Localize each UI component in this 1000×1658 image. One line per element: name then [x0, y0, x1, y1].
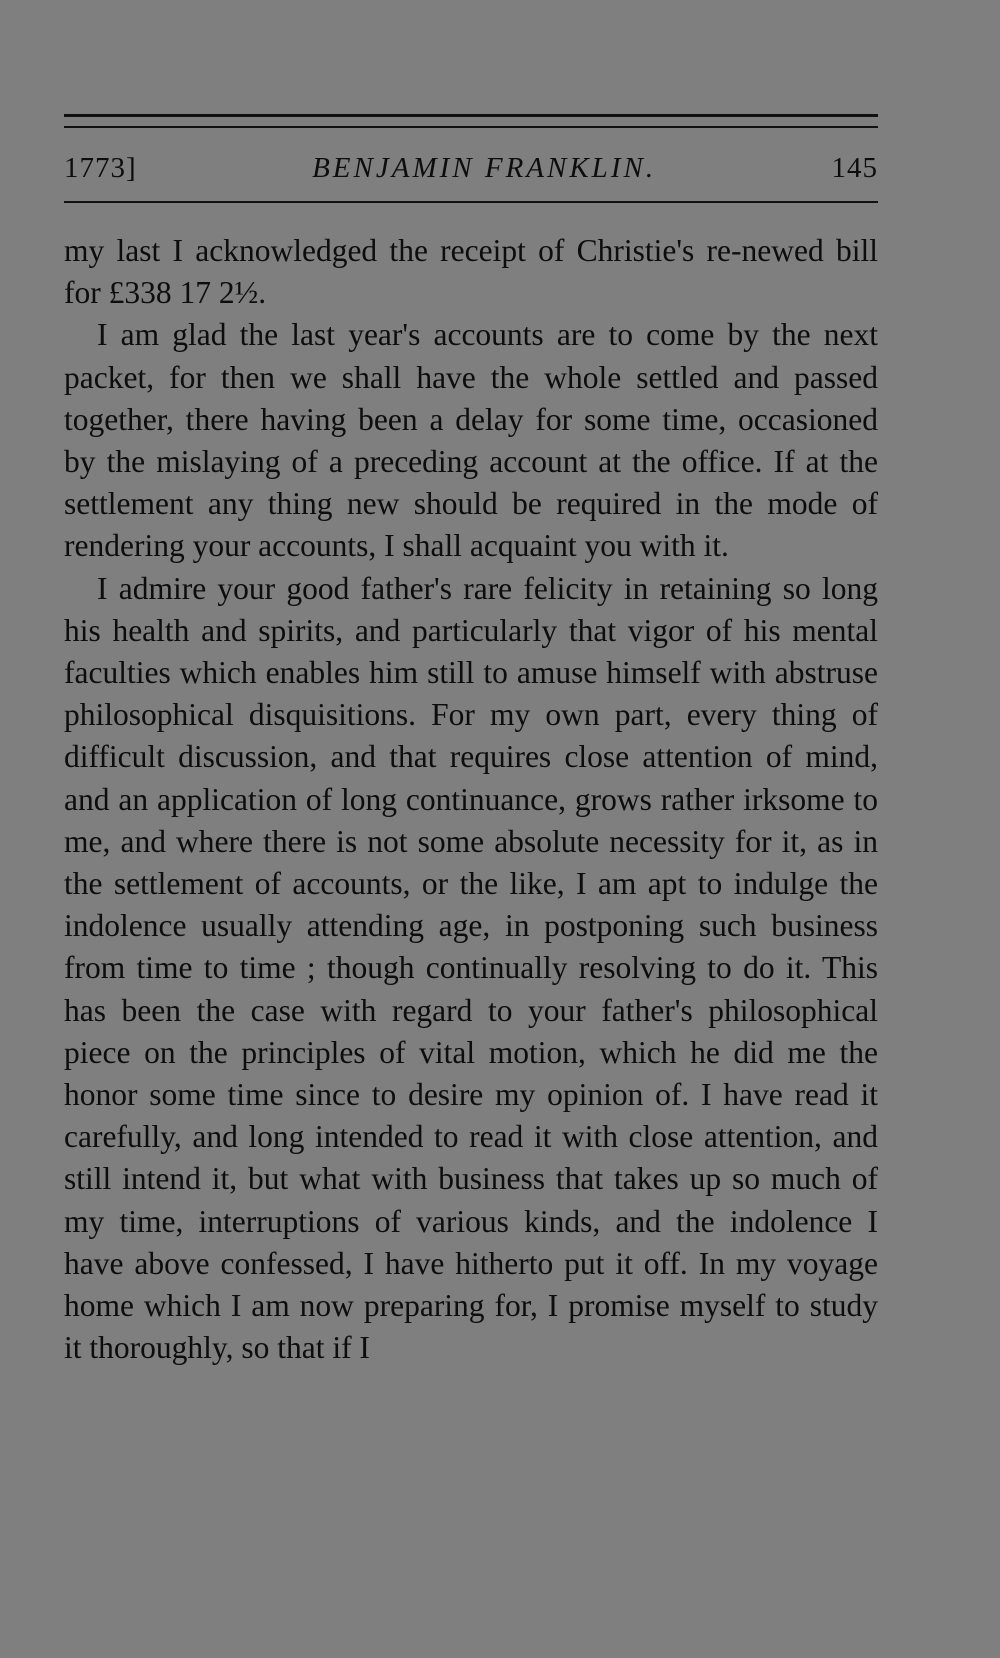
paragraph-1: my last I acknowledged the receipt of Christie's re-newed bill for £338 17 2½.	[64, 233, 878, 311]
header-top-rule	[64, 114, 878, 117]
running-head	[64, 146, 878, 190]
paragraph-3: I admire your good father's rare felicity in retaining so long his health and spirits, and particularly that vigor of his mental faculties which enables him still to amuse himself with abstruse philosophical disquisitions. For my own part, every thing of difficult discussion, and that requires close attention of mind, and an application of long continuance, grows rather irksome to me, and where there is not some absolute necessity for it, as in the settlement of accounts, or the like, I am apt to indulge the indolence usually attending age, in postponing such business from time to time ; though continually resolving to do it. This has been the case with regard to your father's philosophical piece on the principles of vital motion, which he did me the honor some time since to desire my opinion of. I have read it carefully, and long intended to read it with close attention, and still intend it, but what with business that takes up so much of my time, interruptions of various kinds, and the indolence I have above confessed, I have hitherto put it off. In my voyage home which I am now preparing for, I promise myself to study it thoroughly, so that if I	[64, 570, 878, 1366]
page-number: 145	[831, 151, 878, 184]
header-title: BENJAMIN FRANKLIN.	[312, 151, 657, 184]
header-year: 1773]	[64, 151, 137, 184]
header-bottom-rule	[64, 201, 878, 203]
paragraph-2: I am glad the last year's accounts are to come by the next packet, for then we shall have the whole settled and passed together, there having been a delay for some time, occasioned by the mislaying of a preceding account at the office. If at the settlement any thing new should be required in the mode of rendering your accounts, I shall acquaint you with it.	[64, 317, 878, 564]
header-second-rule	[64, 126, 878, 128]
body-text	[64, 230, 878, 1369]
